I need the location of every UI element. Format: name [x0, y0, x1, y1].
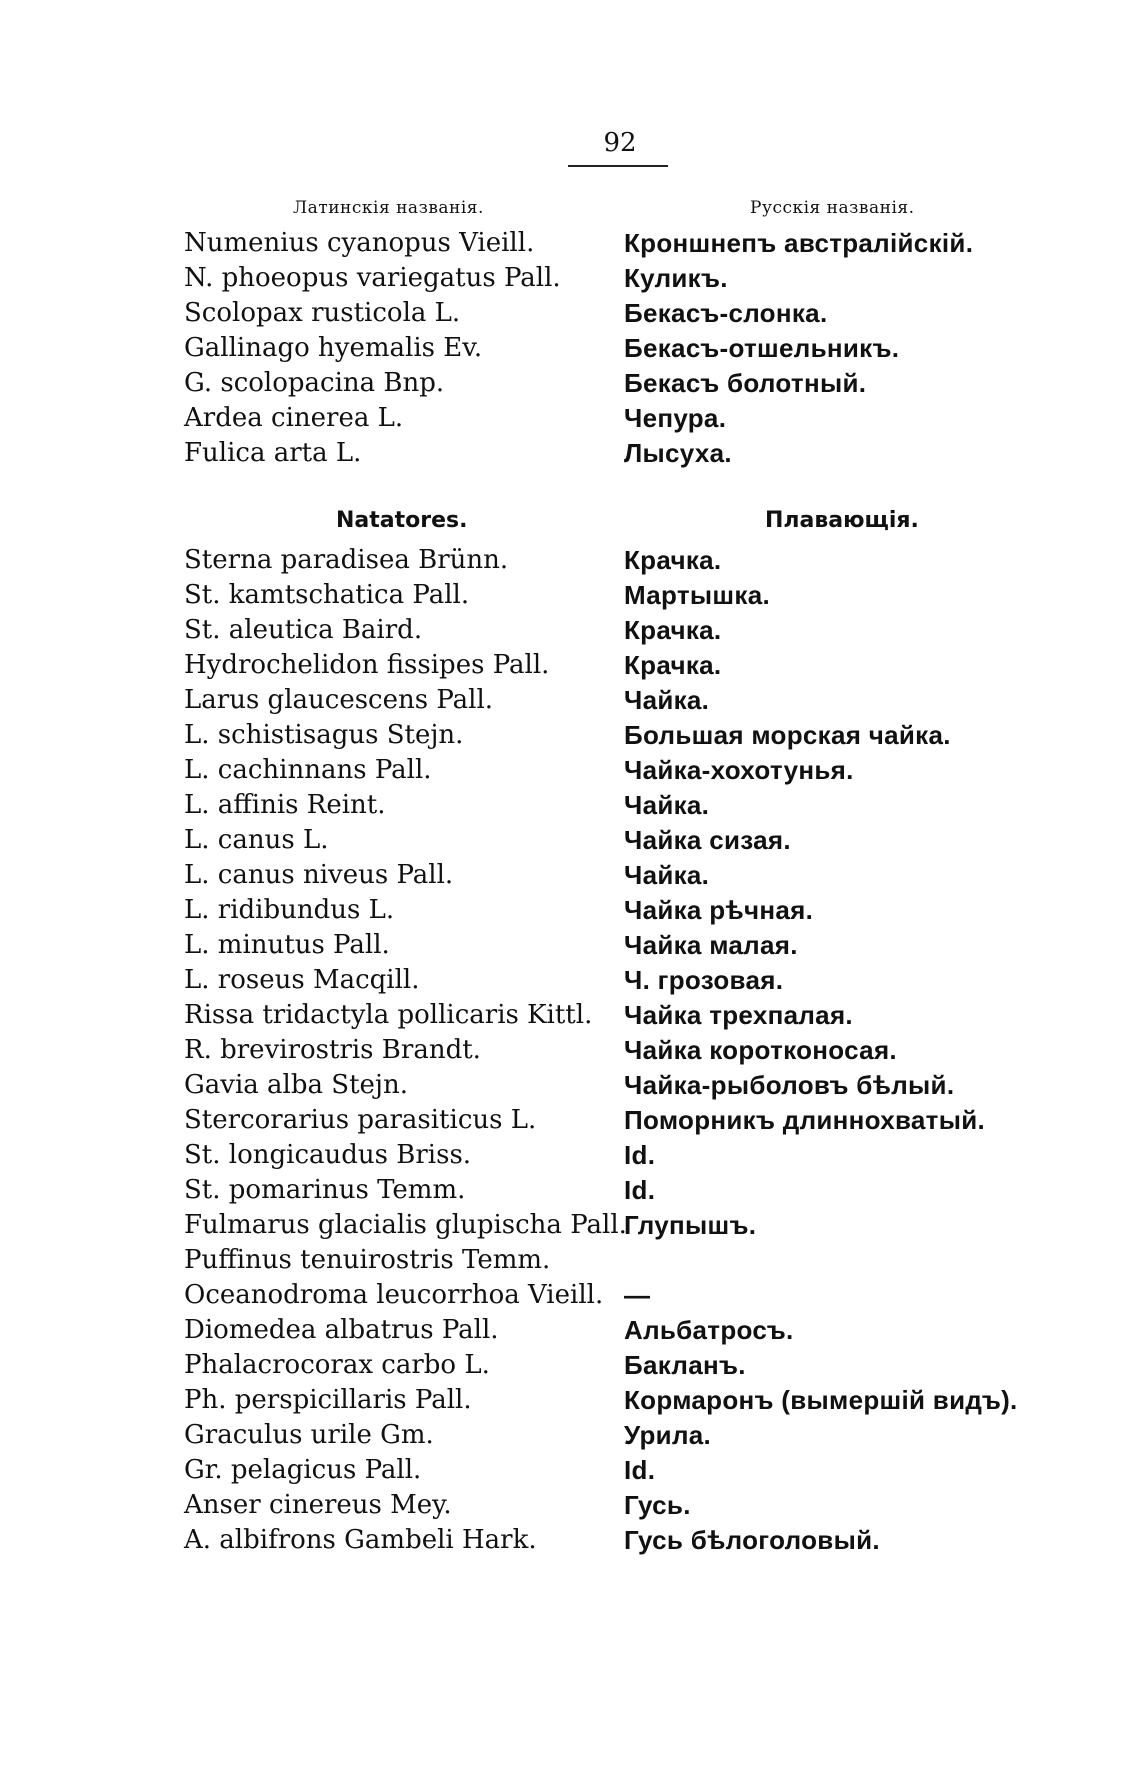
latin-name: L. cachinnans Pall.: [184, 755, 432, 785]
russian-name: Чайка малая.: [624, 930, 798, 960]
russian-name: Альбатросъ.: [624, 1315, 794, 1345]
russian-name: Гусь.: [624, 1490, 691, 1520]
table-row: [0, 683, 1140, 718]
table-row: [0, 963, 1140, 998]
russian-name: Ч. грозовая.: [624, 965, 784, 995]
table-row: [0, 296, 1140, 331]
latin-name: Fulmarus glacialis glupischa Pall.: [184, 1210, 627, 1240]
table-row: [0, 1103, 1140, 1138]
table-row: [0, 893, 1140, 928]
table-row: [0, 543, 1140, 578]
latin-name: L. roseus Macqill.: [184, 965, 420, 995]
table-row: [0, 261, 1140, 296]
russian-name: Кормаронъ (вымершій видъ).: [624, 1385, 1018, 1415]
table-row: [0, 753, 1140, 788]
table-row: [0, 1348, 1140, 1383]
latin-name: Ph. perspicillaris Pall.: [184, 1385, 472, 1415]
russian-name: Кроншнепъ австралійскій.: [624, 228, 974, 258]
table-row: [0, 578, 1140, 613]
latin-name: Diomedea albatrus Pall.: [184, 1315, 499, 1345]
latin-name: Scolopax rusticola L.: [184, 298, 461, 328]
russian-name: Лысуха.: [624, 438, 732, 468]
latin-name: L. schistisagus Stejn.: [184, 720, 464, 750]
table-row: [0, 613, 1140, 648]
latin-name: Phalacrocorax carbo L.: [184, 1350, 490, 1380]
table-row: [0, 1208, 1140, 1243]
table-row: [0, 1313, 1140, 1348]
russian-name: Чайка.: [624, 685, 710, 715]
russian-name: Глупышъ.: [624, 1210, 757, 1240]
latin-name: L. canus L.: [184, 825, 329, 855]
russian-name: Куликъ.: [624, 263, 728, 293]
latin-column-header: Латинскія названія.: [293, 198, 484, 218]
russian-name: Поморникъ длиннохватый.: [624, 1105, 986, 1135]
table-row: [0, 1033, 1140, 1068]
latin-name: St. pomarinus Temm.: [184, 1175, 466, 1205]
latin-name: Larus glaucescens Pall.: [184, 685, 494, 715]
russian-name: Бекасъ-отшельникъ.: [624, 333, 900, 363]
table-row: [0, 788, 1140, 823]
latin-name: Oceanodroma leucorrhoa Vieill.: [184, 1280, 604, 1310]
latin-name: A. albifrons Gambeli Hark.: [184, 1525, 537, 1555]
latin-name: R. brevirostris Brandt.: [184, 1035, 481, 1065]
russian-column-header: Русскія названія.: [750, 198, 915, 218]
latin-name: Sterna paradisea Brünn.: [184, 545, 509, 575]
latin-name: G. scolopacina Bnp.: [184, 368, 445, 398]
latin-name: Gavia alba Stejn.: [184, 1070, 408, 1100]
russian-name: Гусь бѣлоголовый.: [624, 1525, 880, 1555]
table-row: [0, 436, 1140, 471]
latin-name: Numenius cyanopus Vieill.: [184, 228, 535, 258]
table-row: [0, 1138, 1140, 1173]
latin-name: L. ridibundus L.: [184, 895, 395, 925]
table-row: [0, 648, 1140, 683]
latin-name: Fulica arta L.: [184, 438, 362, 468]
russian-name: Крачка.: [624, 650, 722, 680]
latin-name: Gallinago hyemalis Ev.: [184, 333, 483, 363]
table-row: [0, 226, 1140, 261]
latin-name: Anser cinereus Mey.: [184, 1490, 452, 1520]
table-row: [0, 1173, 1140, 1208]
russian-name: Чайка-рыболовъ бѣлый.: [624, 1070, 955, 1100]
latin-name: Hydrochelidon fissipes Pall.: [184, 650, 550, 680]
latin-name: Puffinus tenuirostris Temm.: [184, 1245, 551, 1275]
table-row: [0, 366, 1140, 401]
table-row: [0, 928, 1140, 963]
russian-name: Чайка коротконосая.: [624, 1035, 897, 1065]
russian-name: Крачка.: [624, 615, 722, 645]
table-row: [0, 998, 1140, 1033]
table-row: [0, 1523, 1140, 1558]
russian-name: Id.: [624, 1140, 656, 1170]
russian-name: Чайка.: [624, 790, 710, 820]
latin-name: St. aleutica Baird.: [184, 615, 423, 645]
section-header-latin: Natatores.: [336, 508, 468, 533]
latin-name: Ardea cinerea L.: [184, 403, 404, 433]
table-row: [0, 1418, 1140, 1453]
russian-name: Мартышка.: [624, 580, 770, 610]
table-row: [0, 401, 1140, 436]
russian-name: Чайка-хохотунья.: [624, 755, 854, 785]
russian-name: Большая морская чайка.: [624, 720, 951, 750]
latin-name: L. minutus Pall.: [184, 930, 390, 960]
russian-name: Бекасъ болотный.: [624, 368, 867, 398]
table-row: [0, 858, 1140, 893]
russian-name: Чайка.: [624, 860, 710, 890]
page-number: 92: [603, 128, 637, 158]
latin-name: N. phoeopus variegatus Pall.: [184, 263, 561, 293]
russian-name: Бекасъ-слонка.: [624, 298, 828, 328]
russian-name: Чайка трехпалая.: [624, 1000, 853, 1030]
latin-name: Graculus urile Gm.: [184, 1420, 434, 1450]
latin-name: Stercorarius parasiticus L.: [184, 1105, 537, 1135]
russian-name: Урила.: [624, 1420, 712, 1450]
russian-name: —: [624, 1280, 651, 1310]
russian-name: Чайка сизая.: [624, 825, 791, 855]
russian-name: Чепура.: [624, 403, 727, 433]
russian-name: Крачка.: [624, 545, 722, 575]
table-row: [0, 331, 1140, 366]
latin-name: Rissa tridactyla pollicaris Kittl.: [184, 1000, 593, 1030]
latin-name: St. longicaudus Briss.: [184, 1140, 472, 1170]
latin-name: L. affinis Reint.: [184, 790, 386, 820]
table-row: [0, 1068, 1140, 1103]
russian-name: Id.: [624, 1175, 656, 1205]
page-number-rule: [568, 165, 668, 167]
latin-name: St. kamtschatica Pall.: [184, 580, 470, 610]
section-header-russian: Плавающія.: [765, 508, 919, 533]
latin-name: Gr. pelagicus Pall.: [184, 1455, 422, 1485]
table-row: [0, 823, 1140, 858]
latin-name: L. canus niveus Pall.: [184, 860, 454, 890]
russian-name: Id.: [624, 1455, 656, 1485]
table-row: [0, 1243, 1140, 1278]
table-row: [0, 718, 1140, 753]
table-row: [0, 1453, 1140, 1488]
table-row: [0, 1383, 1140, 1418]
russian-name: Бакланъ.: [624, 1350, 746, 1380]
table-row: [0, 1278, 1140, 1313]
russian-name: Чайка рѣчная.: [624, 895, 814, 925]
table-row: [0, 1488, 1140, 1523]
